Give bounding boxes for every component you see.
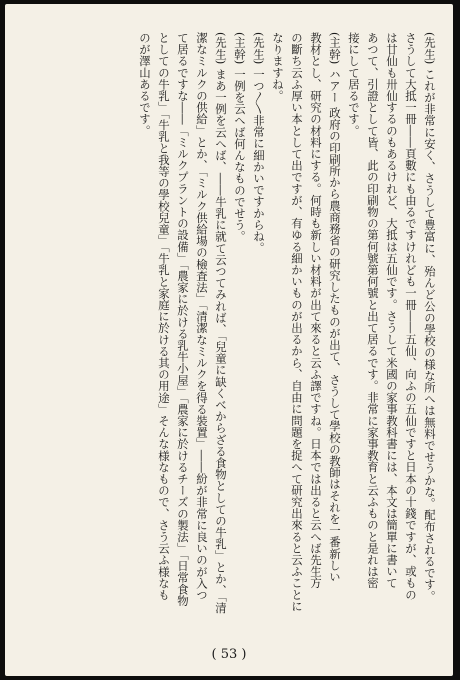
text-line: 教材とし、研究の材料にする。何時も新しい材料が出て來ると云ふ譯ですね。日本では出ると云へば先生方 (309, 32, 323, 589)
text-line: としての牛乳」「牛乳と我等の學校兒童」「牛乳と家庭に於ける其の用途」そんな様なもので、さう云ふ様なも (157, 32, 171, 601)
text-line: (先生) まあ一例を云へば、――牛乳に就て云つてみれば、「兒童に缺くべからざる食物としての牛乳」とか、「清 (214, 32, 228, 614)
text-line: なりますね。 (271, 32, 285, 102)
text-line: 接にして居るです。 (347, 32, 361, 137)
text-line: さうして大抵一冊――頁數にも由るですけれども一冊――五仙、向ふの五仙ですと日本の十錢ですが、或もの (404, 32, 418, 601)
text-line: (先生) 一つ〳〵非常に細かいですからね。 (252, 32, 266, 254)
book-page (5, 4, 453, 676)
text-line: (主幹) 一例を云へば何んなものでせう。 (233, 32, 247, 243)
text-line: て居るですな――「ミルクプラントの設備」「農家に於ける乳牛小屋」「農家に於けるチーズの製法」「日常食物 (176, 32, 190, 607)
text-line: の斷ち云ふ厚い本として出ですが、有ゆる細かいものが出るから、自由に問題を捉へて研究出來ると云ふことに (290, 32, 304, 612)
text-line: (主幹) ハアー 政府の印刷所から農商務省の研究したものが出て、さうして學校の教師はそれを一番新しい (328, 32, 342, 583)
text-line: のが澤山あるです。 (138, 32, 152, 137)
text-line: あつて、引證として皆、此の印刷物の第何號第何號と出て居るです。非常に家事教育と云ふものと是れは密 (366, 32, 380, 589)
text-line: (先生) これが非常に安く、さうして豊富に、殆んど公の學校の様な所へは無料でせうかな。配布されるです。 (423, 32, 437, 602)
text-line: は廿仙も卅仙するのもあるけれど、大抵は五仙です。さうして米國の家事教科書には、本文は簡單に書いて (385, 32, 399, 589)
page-number: ( 53 ) (211, 647, 247, 662)
text-line: 潔なミルクの供給」とか、「ミルク供給場の檢査法」「清潔なミルクを得る裝置」――紛が非常に良いのが入つ (195, 32, 209, 601)
vertical-text-body (34, 32, 439, 640)
